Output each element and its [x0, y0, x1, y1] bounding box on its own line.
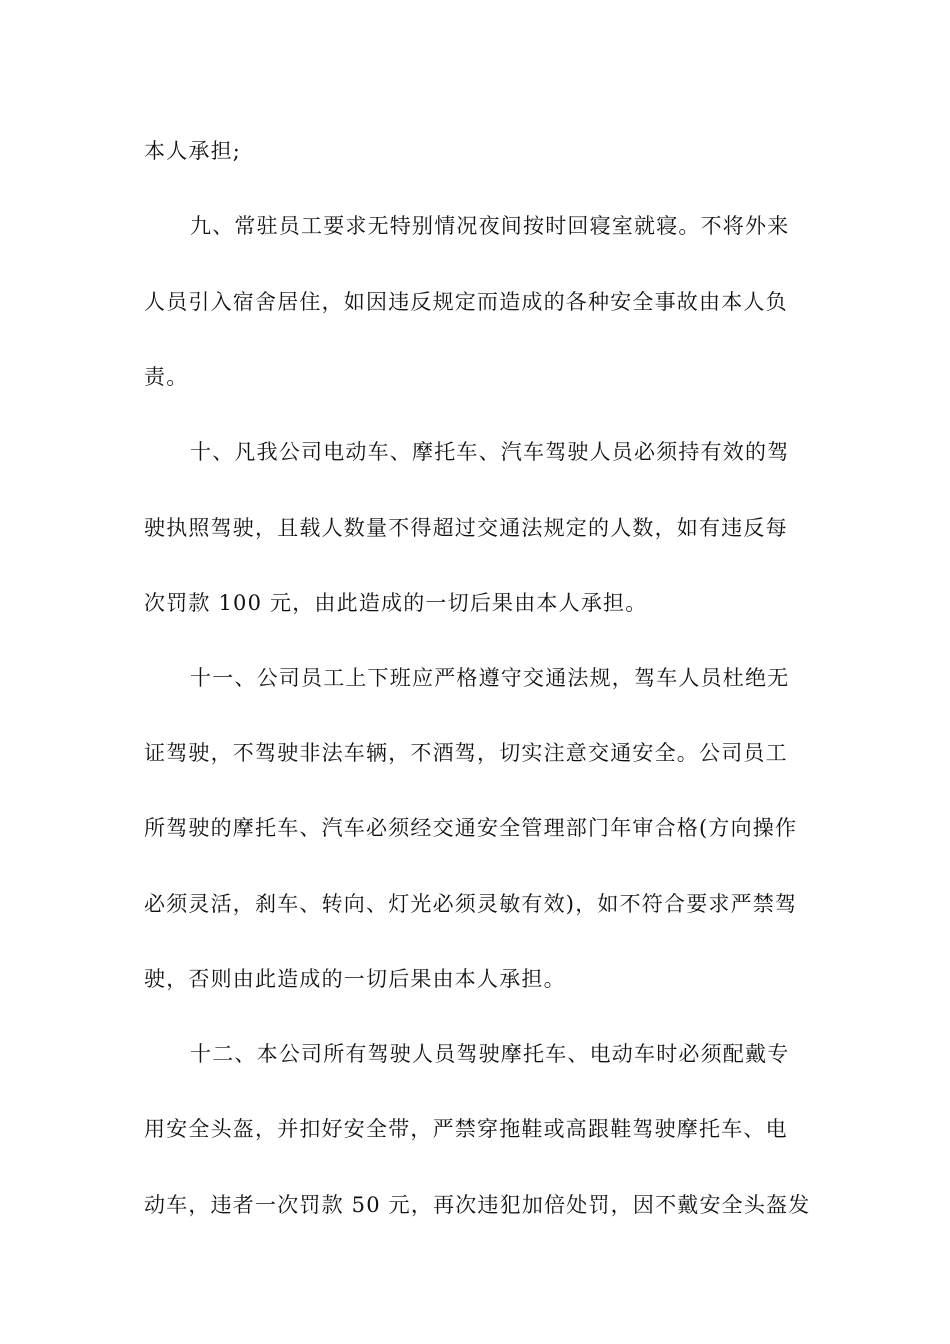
text-line-7: 次罚款 100 元，由此造成的一切后果由本人承担。 [144, 591, 648, 615]
text-line-11: 必须灵活，刹车、转向、灯光必须灵敏有效)，如不符合要求严禁驾 [144, 892, 798, 916]
text-line-10: 所驾驶的摩托车、汽车必须经交通安全管理部门年审合格(方向操作 [144, 816, 798, 840]
text-line-13: 十二、本公司所有驾驶人员驾驶摩托车、电动车时必须配戴专 [190, 1042, 790, 1066]
text-line-12: 驶，否则由此造成的一切后果由本人承担。 [144, 967, 566, 991]
text-line-1: 本人承担; [144, 139, 242, 163]
text-line-15: 动车，违者一次罚款 50 元，再次违犯加倍处罚，因不戴安全头盔发 [144, 1193, 811, 1217]
text-line-14: 用安全头盔，并扣好安全带，严禁穿拖鞋或高跟鞋驾驶摩托车、电 [144, 1117, 788, 1141]
text-line-3: 人员引入宿舍居住，如因违反规定而造成的各种安全事故由本人负 [144, 290, 788, 314]
text-line-8: 十一、公司员工上下班应严格遵守交通法规，驾车人员杜绝无 [190, 666, 790, 690]
text-line-6: 驶执照驾驶，且载人数量不得超过交通法规定的人数，如有违反每 [144, 516, 788, 540]
text-line-2: 九、常驻员工要求无特别情况夜间按时回寝室就寝。不将外来 [190, 214, 790, 238]
text-line-5: 十、凡我公司电动车、摩托车、汽车驾驶人员必须持有效的驾 [190, 440, 790, 464]
text-line-4: 责。 [144, 365, 189, 389]
text-line-9: 证驾驶，不驾驶非法车辆，不酒驾，切实注意交通安全。公司员工 [144, 741, 788, 765]
